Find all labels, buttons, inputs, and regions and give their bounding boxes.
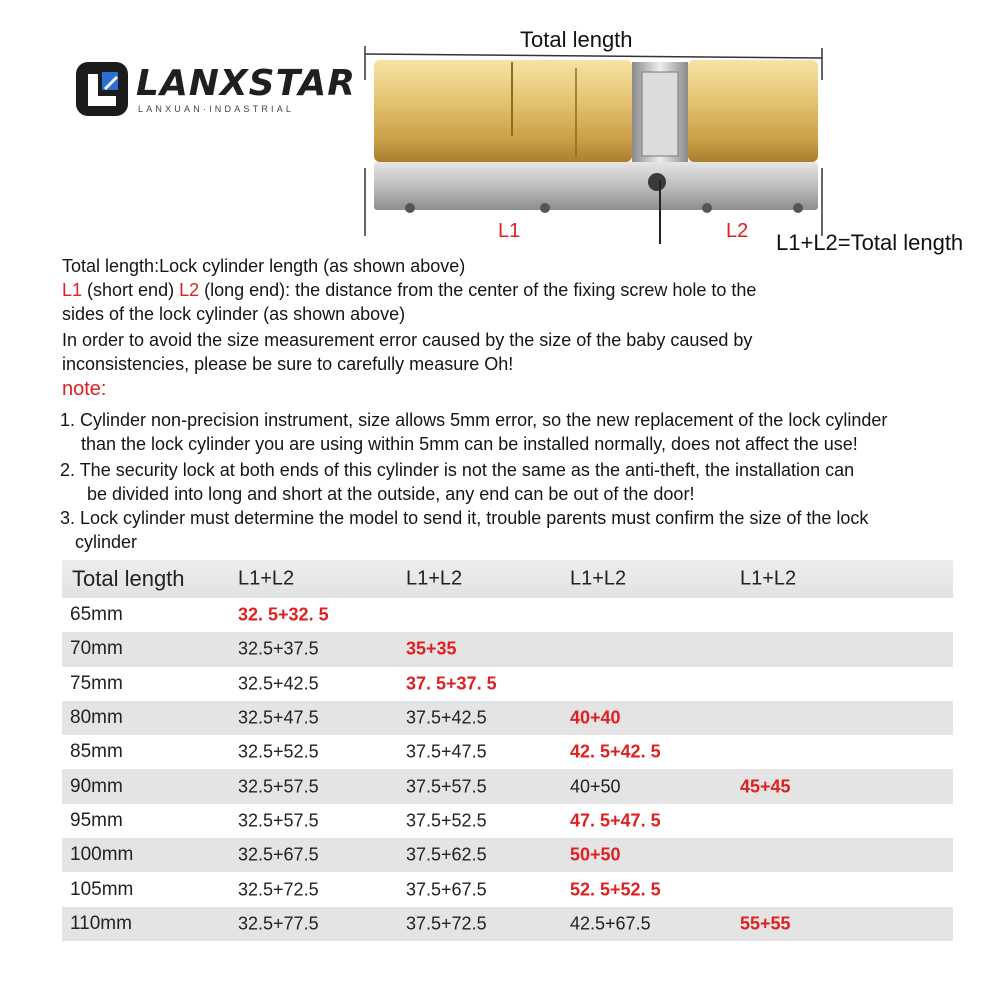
table-body [62,598,953,941]
desc-l2-term: L2 [179,280,200,300]
total-length-cell: 75mm [70,672,123,694]
desc-measure-warning-cont: inconsistencies, please be sure to carefully measure Oh! [62,354,514,374]
table-row [62,701,953,735]
desc-short-end: (short end) [82,280,180,300]
size-combo-cell: 32.5+77.5 [238,913,319,934]
size-combo-cell: 32.5+52.5 [238,741,319,762]
desc-total-length: Total length:Lock cylinder length (as shown above) [62,256,466,276]
total-length-cell: 95mm [70,809,123,831]
table-row [62,632,953,666]
desc-measure-warning: In order to avoid the size measurement error caused by the size of the baby caused by [62,330,753,350]
desc-l1-l2-cont: sides of the lock cylinder (as shown above) [62,304,406,324]
size-combo-cell-highlighted: 52. 5+52. 5 [570,879,661,900]
size-combo-cell-highlighted: 37. 5+37. 5 [406,673,497,694]
size-combo-cell-highlighted: 42. 5+42. 5 [570,741,661,762]
size-combo-cell: 37.5+52.5 [406,810,487,831]
desc-long-end: (long end): the distance from the center of the fixing screw hole to the [199,280,757,300]
size-combo-cell: 37.5+47.5 [406,741,487,762]
total-length-cell: 100mm [70,844,134,866]
size-combo-cell: 37.5+62.5 [406,844,487,865]
header-l1-l2: L1+L2 [740,567,797,590]
size-combo-cell: 37.5+42.5 [406,707,487,728]
header-l1-l2: L1+L2 [406,567,463,590]
size-combo-cell-highlighted: 50+50 [570,844,621,865]
lanxstar-logo-icon [74,60,130,118]
table-row [62,872,953,906]
total-length-label: Total length [520,27,633,52]
size-combo-cell-highlighted: 55+55 [740,913,791,934]
size-combo-cell-highlighted: 47. 5+47. 5 [570,810,661,831]
note-item-3: 3. Lock cylinder must determine the model to send it, trouble parents must confirm the size of the lock [60,508,869,528]
note-item-2-cont: be divided into long and short at the outside, any end can be out of the door! [87,484,695,504]
l1-label: L1 [498,220,521,242]
size-combo-cell: 32.5+67.5 [238,844,319,865]
brand-name: LANXSTAR [136,63,356,104]
desc-l1-term: L1 [62,280,83,300]
table-row [62,804,953,838]
note-item-3-cont: cylinder [75,532,138,552]
size-combo-cell: 37.5+67.5 [406,879,487,900]
total-length-cell: 80mm [70,707,123,729]
table-row [62,907,953,941]
total-length-cell: 85mm [70,741,123,763]
size-combo-cell-highlighted: 35+35 [406,638,457,659]
header-total-length: Total length [72,566,185,591]
size-combo-cell: 32.5+47.5 [238,707,319,728]
length-equation: L1+L2=Total length [776,230,964,255]
size-combo-cell: 32.5+72.5 [238,879,319,900]
header-l1-l2: L1+L2 [570,567,627,590]
size-combo-cell-highlighted: 45+45 [740,776,791,797]
size-combo-cell-highlighted: 32. 5+32. 5 [238,604,329,625]
header-l1-l2: L1+L2 [238,567,295,590]
size-combo-cell: 32.5+57.5 [238,810,319,831]
desc-l1-l2 [62,278,756,302]
note-title: note: [62,378,107,400]
l2-label: L2 [726,220,749,242]
size-combo-cell: 40+50 [570,776,621,797]
total-length-cell: 90mm [70,775,123,797]
table-row [62,598,953,632]
table-row [62,735,953,769]
total-length-cell: 110mm [70,912,132,934]
size-combo-cell: 32.5+37.5 [238,638,319,659]
table-row [62,838,953,872]
size-table [62,560,953,941]
lock-cylinder-diagram [350,40,850,260]
table-row [62,667,953,701]
note-item-2: 2. The security lock at both ends of this cylinder is not the same as the anti-theft, the installation can [60,460,855,480]
note-item-1-cont: than the lock cylinder you are using within 5mm can be installed normally, does not affect the use! [81,434,858,454]
brand-subtitle: LANXUAN·INDASTRIAL [138,104,295,114]
size-combo-cell: 37.5+72.5 [406,913,487,934]
table-row [62,769,953,803]
total-length-cell: 65mm [70,604,123,626]
size-combo-cell: 42.5+67.5 [570,913,651,934]
brand-logo [74,60,356,122]
size-combo-cell: 32.5+42.5 [238,673,319,694]
size-combo-cell: 37.5+57.5 [406,776,487,797]
note-item-1: 1. Cylinder non-precision instrument, size allows 5mm error, so the new replacement of the lock cylinder [60,410,888,430]
total-length-cell: 105mm [70,878,134,900]
size-combo-cell: 32.5+57.5 [238,776,319,797]
size-combo-cell-highlighted: 40+40 [570,707,621,728]
table-header-row [62,560,953,598]
total-length-cell: 70mm [70,638,123,660]
